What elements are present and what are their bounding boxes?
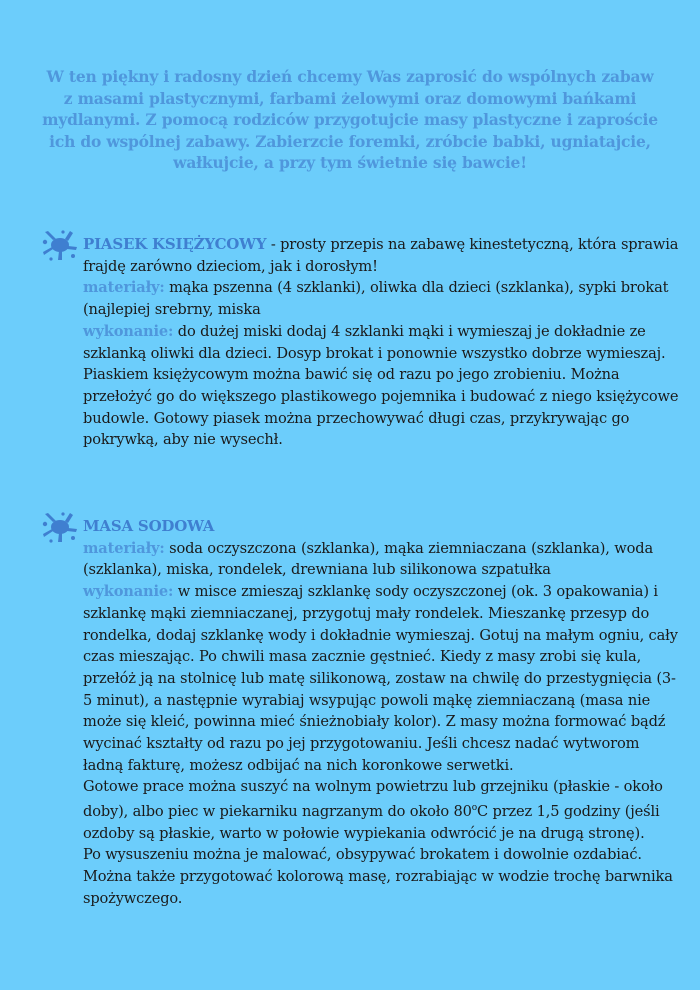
- intro-text: W ten piękny i radosny dzień chcemy Was zaprosić do wspólnych zabaw z masami plastycznymi, farbami żelowymi oraz domowymi bańkami mydlanymi. Z pomocą rodziców przygotujcie masy plastyczne i zaproście ich do wspólnej zabawy. Zabierzcie foremki, zróbcie babki, ugniatajcie, wałkujcie, a przy tym świetnie się bawcie!: [42, 67, 658, 173]
- materials-label: materiały:: [83, 539, 165, 557]
- materials-label: materiały:: [83, 279, 165, 297]
- section-title-soda-dough: MASA SODOWA: [83, 517, 215, 535]
- degree-mark: o: [471, 803, 477, 814]
- section-title-moon-sand: PIASEK KSIĘŻYCOWY: [83, 235, 267, 253]
- paint-splat-icon: [39, 228, 79, 262]
- method-text: do dużej miski dodaj 4 szklanki mąki i wymieszaj je dokładnie ze szklanką oliwki dla dzieci. Dosyp brokat i ponownie wszystko dobrze wymieszaj. Piaskiem księżycowym można bawić się od razu po jego zrobieniu. Można przełożyć go do większego plastikowego pojemnika i budować z niego księżycowe budowle. Gotowy piasek można przechowywać długi czas, przykrywając go pokrywką, aby nie wysechł.: [83, 322, 679, 449]
- method-text: w misce zmieszaj szklankę sody oczyszczonej (ok. 3 opakowania) i szklankę mąki ziemniaczanej, przygotuj mały rondelek. Mieszankę przesyp do rondelka, dodaj szklankę wody i dokładnie wymieszaj. Gotuj na małym ogniu, cały czas mieszając. Po chwili masa zacznie gęstnieć. Kiedy z masy zrobi się kula, przełóż ją na stolnicę lub matę silikonową, zostaw na chwilę do przestygnięcia (3-5 minut), a następnie wyrabiaj wsypując powoli mąkę ziemniaczaną (masa nie może się kleić, powinna mieć śnieżnobiały kolor). Z masy można formować bądź wycinać kształty od razu po jej przygotowaniu. Jeśli chcesz nadać wytworom ładną fakturę, możesz odbijać na nich koronkowe serwetki.: [83, 583, 678, 774]
- section-moon-sand: [83, 234, 683, 451]
- moon-sand-subtitle: - prosty przepis na zabawę kinestetyczną, która sprawia frajdę zarówno dzieciom, jak i dorosłym!: [83, 236, 679, 275]
- soda-drying: [83, 776, 683, 844]
- method-label: wykonanie:: [83, 583, 174, 601]
- moon-sand-intro: [83, 234, 683, 277]
- method-label: wykonanie:: [83, 322, 174, 340]
- moon-sand-method: [83, 321, 683, 451]
- soda-color-tip: Można także przygotować kolorową masę, rozrabiając w wodzie trochę barwnika spożywczego.: [83, 868, 673, 907]
- paint-splat-icon: [39, 510, 79, 544]
- soda-after: Po wysuszeniu można je malować, obsypywać brokatem i dowolnie ozdabiać.: [83, 846, 642, 864]
- soda-materials: [83, 538, 683, 581]
- materials-text: soda oczyszczona (szklanka), mąka ziemniaczana (szklanka), woda (szklanka), miska, rondelek, drewniana lub silikonowa szpatułka: [83, 539, 654, 579]
- drying-text-start: Gotowe prace można suszyć na wolnym powietrzu lub grzejniku (płaskie - około doby), albo piec w piekarniku nagrzanym do około 80: [83, 778, 663, 820]
- materials-text: mąka pszenna (4 szklanki), oliwka dla dzieci (szklanka), sypki brokat (najlepiej srebrny, miska: [83, 279, 669, 319]
- soda-method: [83, 581, 683, 776]
- moon-sand-materials: [83, 277, 683, 320]
- drying-text-end: C przez 1,5 godziny (jeśli ozdoby są płaskie, warto w połowie wypiekania odwrócić je na drugą stronę).: [83, 803, 660, 842]
- section-soda-dough: [83, 516, 683, 910]
